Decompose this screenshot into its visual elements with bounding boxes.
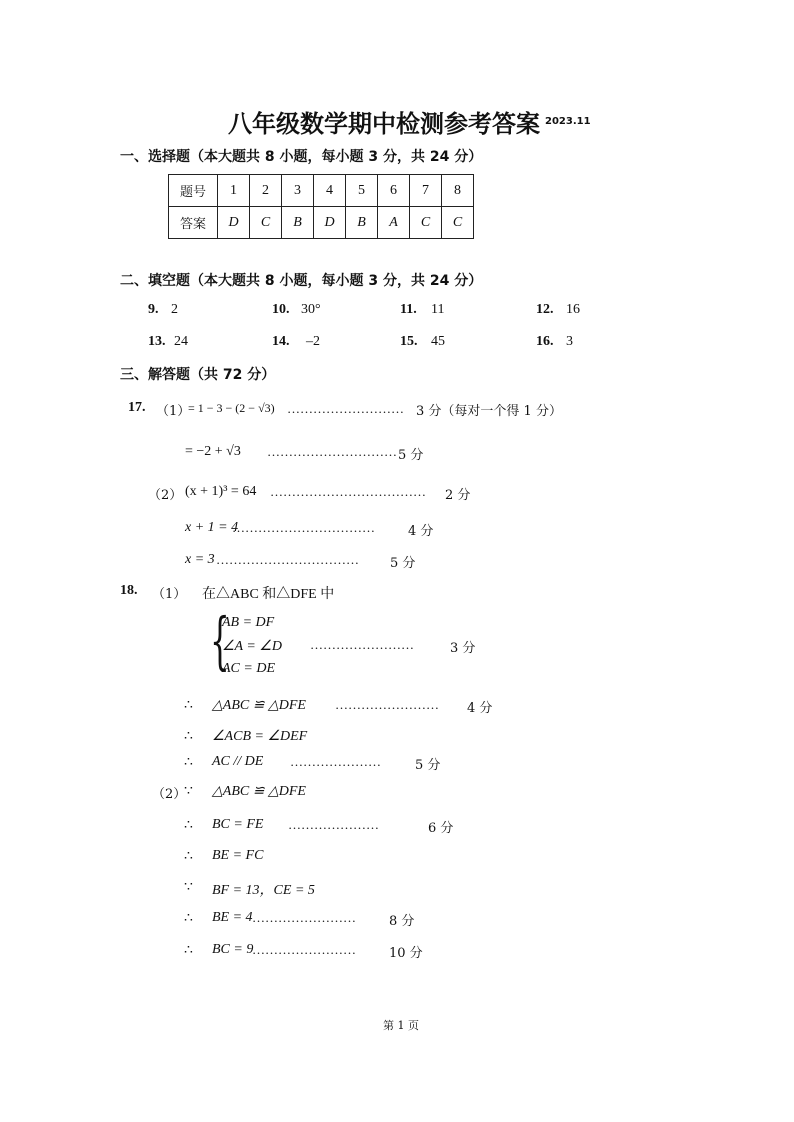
q17-part2-line3-score: 5 分 (390, 556, 416, 571)
leader-dots: ………………… (288, 817, 379, 832)
fill-item-number: 13. (148, 334, 166, 349)
leader-dots: ……………………………… (270, 484, 426, 499)
fill-item-answer: 3 (566, 334, 573, 349)
q18-step: AC // DE (212, 754, 264, 769)
q18-step: △ABC ≌ △DFE (212, 698, 306, 713)
therefore-symbol: ∴ (184, 729, 193, 744)
page-title: 八年级数学期中检测参考答案 (228, 110, 540, 138)
question-number: 5 (346, 175, 378, 207)
q18-condition-score: 3 分 (450, 641, 476, 656)
answer-cell: C (410, 207, 442, 239)
q18-condition: AB = DF (222, 615, 275, 630)
fill-item-number: 9. (148, 302, 159, 317)
section3-heading: 三、解答题（共 72 分） (120, 367, 276, 383)
q18-step: BC = FE (212, 817, 264, 832)
fill-item-number: 14. (272, 334, 290, 349)
leader-dots: …………………… (335, 697, 439, 712)
q17-part2-line2: x + 1 = 4 (185, 520, 239, 535)
therefore-symbol: ∴ (184, 698, 193, 713)
question-number: 6 (378, 175, 410, 207)
q18-intro: 在△ABC 和△DFE 中 (202, 587, 335, 602)
exam-date: 2023.11 (545, 116, 591, 127)
fill-item-number: 10. (272, 302, 290, 317)
leader-dots: ………………………… (267, 444, 397, 459)
q17-part2-line1: (x + 1)³ = 64 (185, 484, 257, 499)
q18-condition: ∠A = ∠D (222, 639, 282, 654)
q18-step: △ABC ≌ △DFE (212, 784, 306, 799)
answer-cell: B (346, 207, 378, 239)
q18-step-score: 8 分 (389, 914, 415, 929)
table-row (169, 207, 474, 239)
q18-number: 18. (120, 583, 138, 598)
section2-heading: 二、填空题（本大题共 8 小题，每小题 3 分，共 24 分） (120, 273, 483, 289)
fill-item-number: 16. (536, 334, 554, 349)
answer-table (168, 174, 474, 239)
answer-cell: C (442, 207, 474, 239)
q18-step: BE = FC (212, 848, 264, 863)
question-number: 2 (250, 175, 282, 207)
question-number: 4 (314, 175, 346, 207)
fill-item-number: 12. (536, 302, 554, 317)
therefore-symbol: ∴ (184, 911, 193, 926)
q18-step: BE = 4 (212, 910, 253, 925)
q18-step-score: 4 分 (467, 701, 493, 716)
fill-item-answer: 2 (171, 302, 178, 317)
q17-part1-label: （1） (156, 404, 191, 419)
answer-cell: B (282, 207, 314, 239)
table-row (169, 175, 474, 207)
question-number: 3 (282, 175, 314, 207)
leader-dots: …………………… (252, 910, 356, 925)
fill-item-answer: 11 (431, 302, 445, 317)
q18-part1-label: （1） (152, 587, 187, 602)
q18-step: BF = 13，CE = 5 (212, 883, 315, 898)
row-label-question: 题号 (169, 175, 218, 207)
page-number: 第 1 页 (383, 1019, 419, 1032)
q18-condition: AC = DE (222, 661, 275, 676)
fill-item-answer: 45 (431, 334, 445, 349)
leader-dots: …………………… (310, 637, 414, 652)
question-number: 7 (410, 175, 442, 207)
question-number: 8 (442, 175, 474, 207)
q17-part1-line1-score: 3 分（每对一个得 1 分） (416, 404, 562, 419)
q17-part2-line2-score: 4 分 (408, 524, 434, 539)
fill-item-answer: 24 (174, 334, 188, 349)
leader-dots: …………………… (252, 942, 356, 957)
leader-dots: ……………………… (287, 401, 404, 416)
therefore-symbol: ∴ (184, 818, 193, 833)
q17-part2-line3: x = 3 (185, 552, 215, 567)
therefore-symbol: ∴ (184, 755, 193, 770)
leader-dots: …………………………… (232, 520, 375, 535)
fill-item-number: 15. (400, 334, 418, 349)
q17-part2-label: （2） (148, 488, 183, 503)
brace-symbol: { (210, 604, 230, 677)
answer-cell: D (218, 207, 250, 239)
fill-item-answer: 30° (301, 302, 321, 317)
answer-cell: C (250, 207, 282, 239)
therefore-symbol: ∴ (184, 943, 193, 958)
question-number: 1 (218, 175, 250, 207)
q18-step: BC = 9 (212, 942, 254, 957)
q17-part1-line2-score: 5 分 (398, 448, 424, 463)
answer-cell: A (378, 207, 410, 239)
q18-part2-label: （2） (152, 787, 187, 802)
fill-item-number: 11. (400, 302, 417, 317)
q17-part2-line1-score: 2 分 (445, 488, 471, 503)
q18-step-score: 10 分 (389, 946, 423, 961)
because-symbol: ∵ (184, 784, 193, 799)
leader-dots: …………………………… (216, 552, 359, 567)
q17-part1-line1: = 1 − 3 − (2 − √3) (188, 401, 275, 415)
fill-item-answer: –2 (306, 334, 320, 349)
section1-heading: 一、选择题（本大题共 8 小题，每小题 3 分，共 24 分） (120, 149, 483, 165)
q17-number: 17. (128, 400, 146, 415)
because-symbol: ∵ (184, 880, 193, 895)
q18-step-score: 6 分 (428, 821, 454, 836)
therefore-symbol: ∴ (184, 849, 193, 864)
fill-item-answer: 16 (566, 302, 580, 317)
row-label-answer: 答案 (169, 207, 218, 239)
q18-step-score: 5 分 (415, 758, 441, 773)
answer-cell: D (314, 207, 346, 239)
q18-step: ∠ACB = ∠DEF (212, 729, 308, 744)
leader-dots: ………………… (290, 754, 381, 769)
q17-part1-line2: = −2 + √3 (185, 444, 241, 459)
